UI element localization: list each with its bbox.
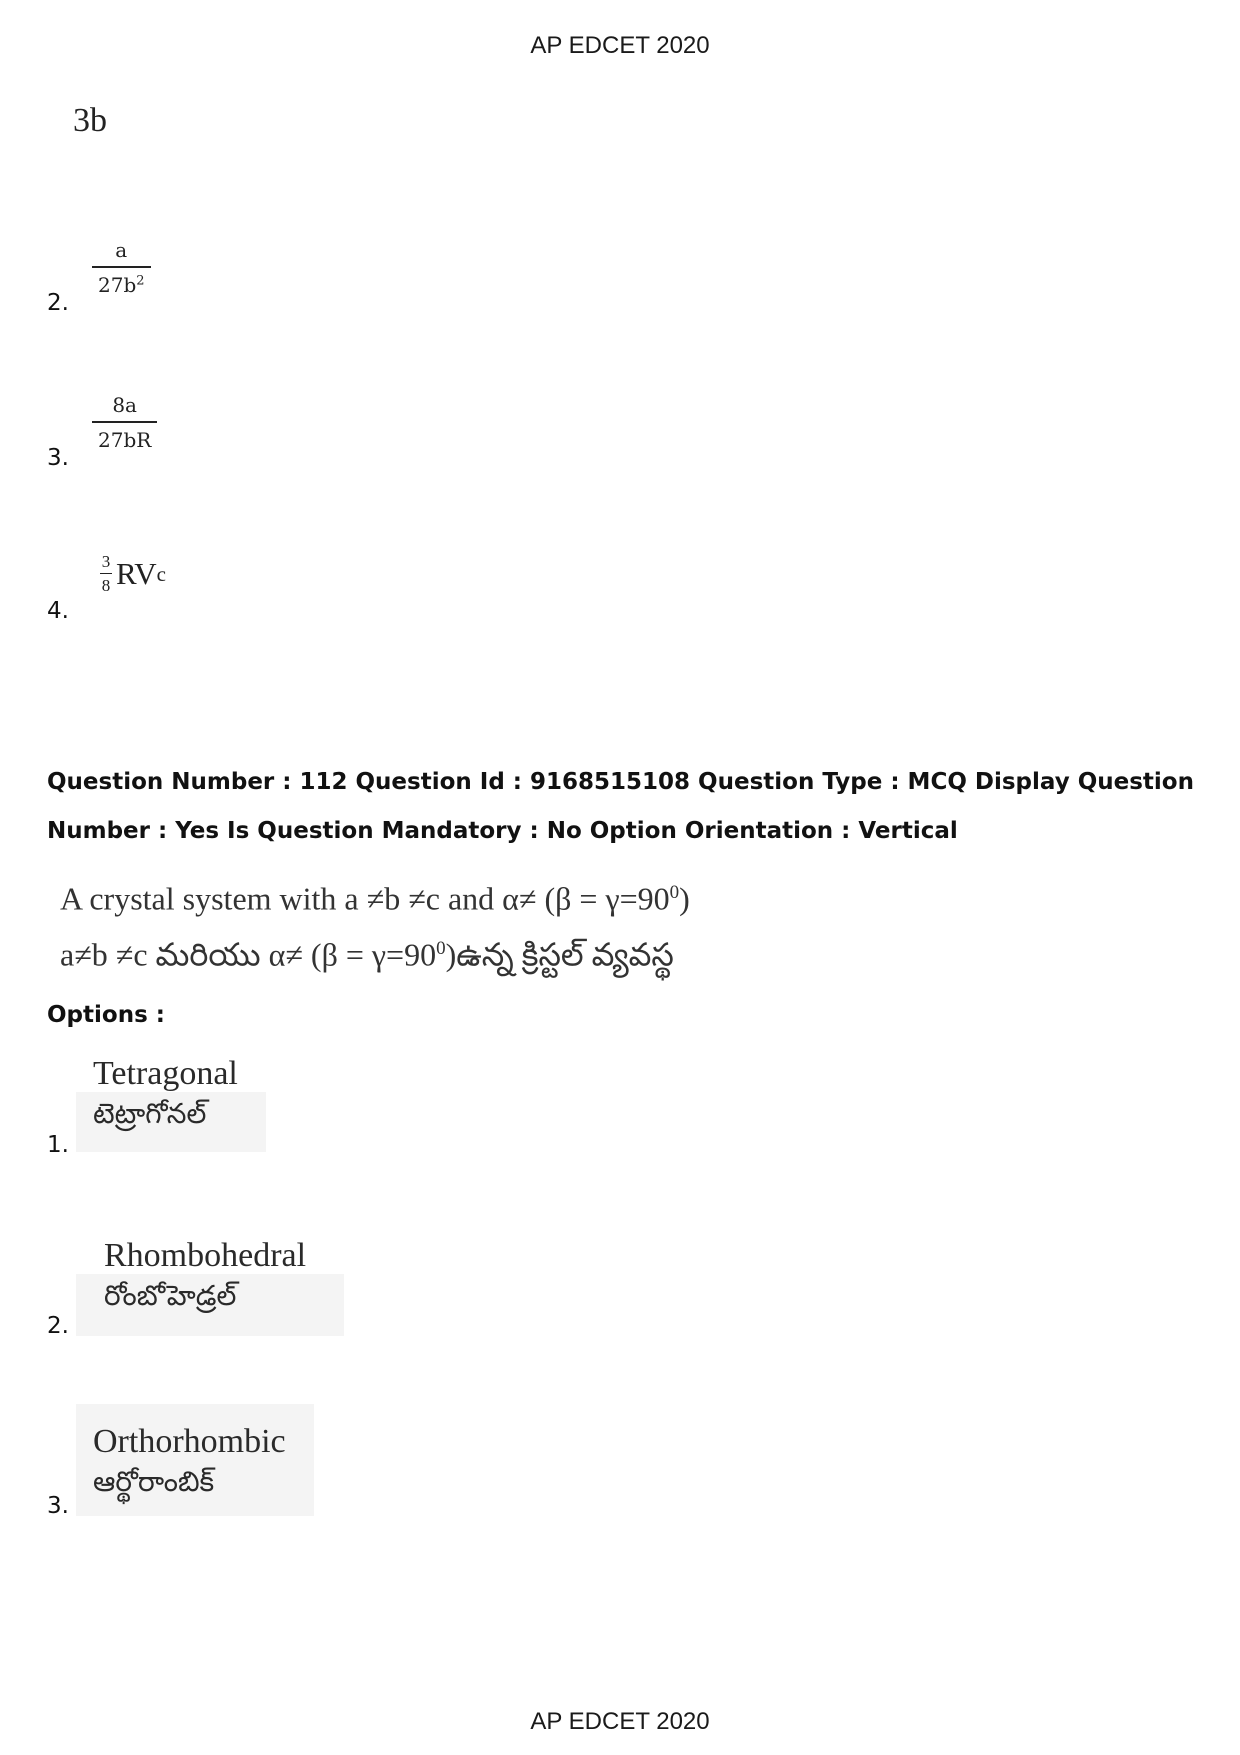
question-meta-line-2: Number : Yes Is Question Mandatory : No Option Orientation : Vertical: [47, 818, 958, 844]
option-2-english: Rhombohedral: [104, 1237, 307, 1274]
page-header: AP EDCET 2020: [530, 32, 710, 59]
small-fraction: 3 8: [101, 552, 111, 596]
option-3-text: [93, 1422, 286, 1502]
question-meta: [47, 758, 1207, 856]
option-1-text: [93, 1054, 238, 1134]
prev-option-1-text: 3b: [73, 102, 107, 139]
prev-option-3-fraction: [92, 393, 157, 452]
question-text-telugu: a≠b ≠c మరియు $\alpha\ne (\beta = \gamma=90^0)ఉన్న$ క్రిస్టల్ వ్యవస్థ: [60, 936, 674, 973]
fraction-bar: [92, 266, 151, 268]
prev-option-4-expression: 3 8 RV c: [101, 552, 166, 596]
fraction-denominator: $27b^2$: [98, 272, 145, 297]
prev-option-2-fraction: [92, 238, 151, 297]
prev-option-2-number: 2.: [47, 290, 69, 316]
option-2-telugu: రోంబోహెడ్రల్: [104, 1279, 237, 1312]
prev-option-3-number: 3.: [47, 445, 69, 471]
option-2-text: [104, 1236, 306, 1316]
option-3-telugu: ఆర్థోరాంబిక్: [93, 1465, 215, 1498]
prev-option-4-number: 4.: [47, 598, 69, 624]
option-1-number: 1.: [47, 1132, 69, 1158]
question-text: [60, 868, 690, 979]
option-2-number: 2.: [47, 1313, 69, 1339]
option-1-english: Tetragonal: [93, 1055, 238, 1092]
question-meta-line-1: Question Number : 112 Question Id : 9168515108 Question Type : MCQ Display Question: [47, 769, 1194, 795]
fraction-numerator: 8a: [112, 393, 137, 417]
option-3-number: 3.: [47, 1493, 69, 1519]
option-1-telugu: టెట్రాగోనల్: [93, 1097, 207, 1130]
fraction-numerator: a: [115, 238, 128, 262]
page-footer: AP EDCET 2020: [530, 1708, 710, 1735]
fraction-denominator: 27bR: [98, 427, 152, 452]
fraction-bar: [92, 421, 157, 423]
question-text-english: A crystal system with a ≠b ≠c and $\alpha\ne (\beta = \gamma=90^0)$: [60, 880, 690, 917]
options-label: Options :: [47, 1002, 165, 1028]
option-3-english: Orthorhombic: [93, 1423, 286, 1460]
